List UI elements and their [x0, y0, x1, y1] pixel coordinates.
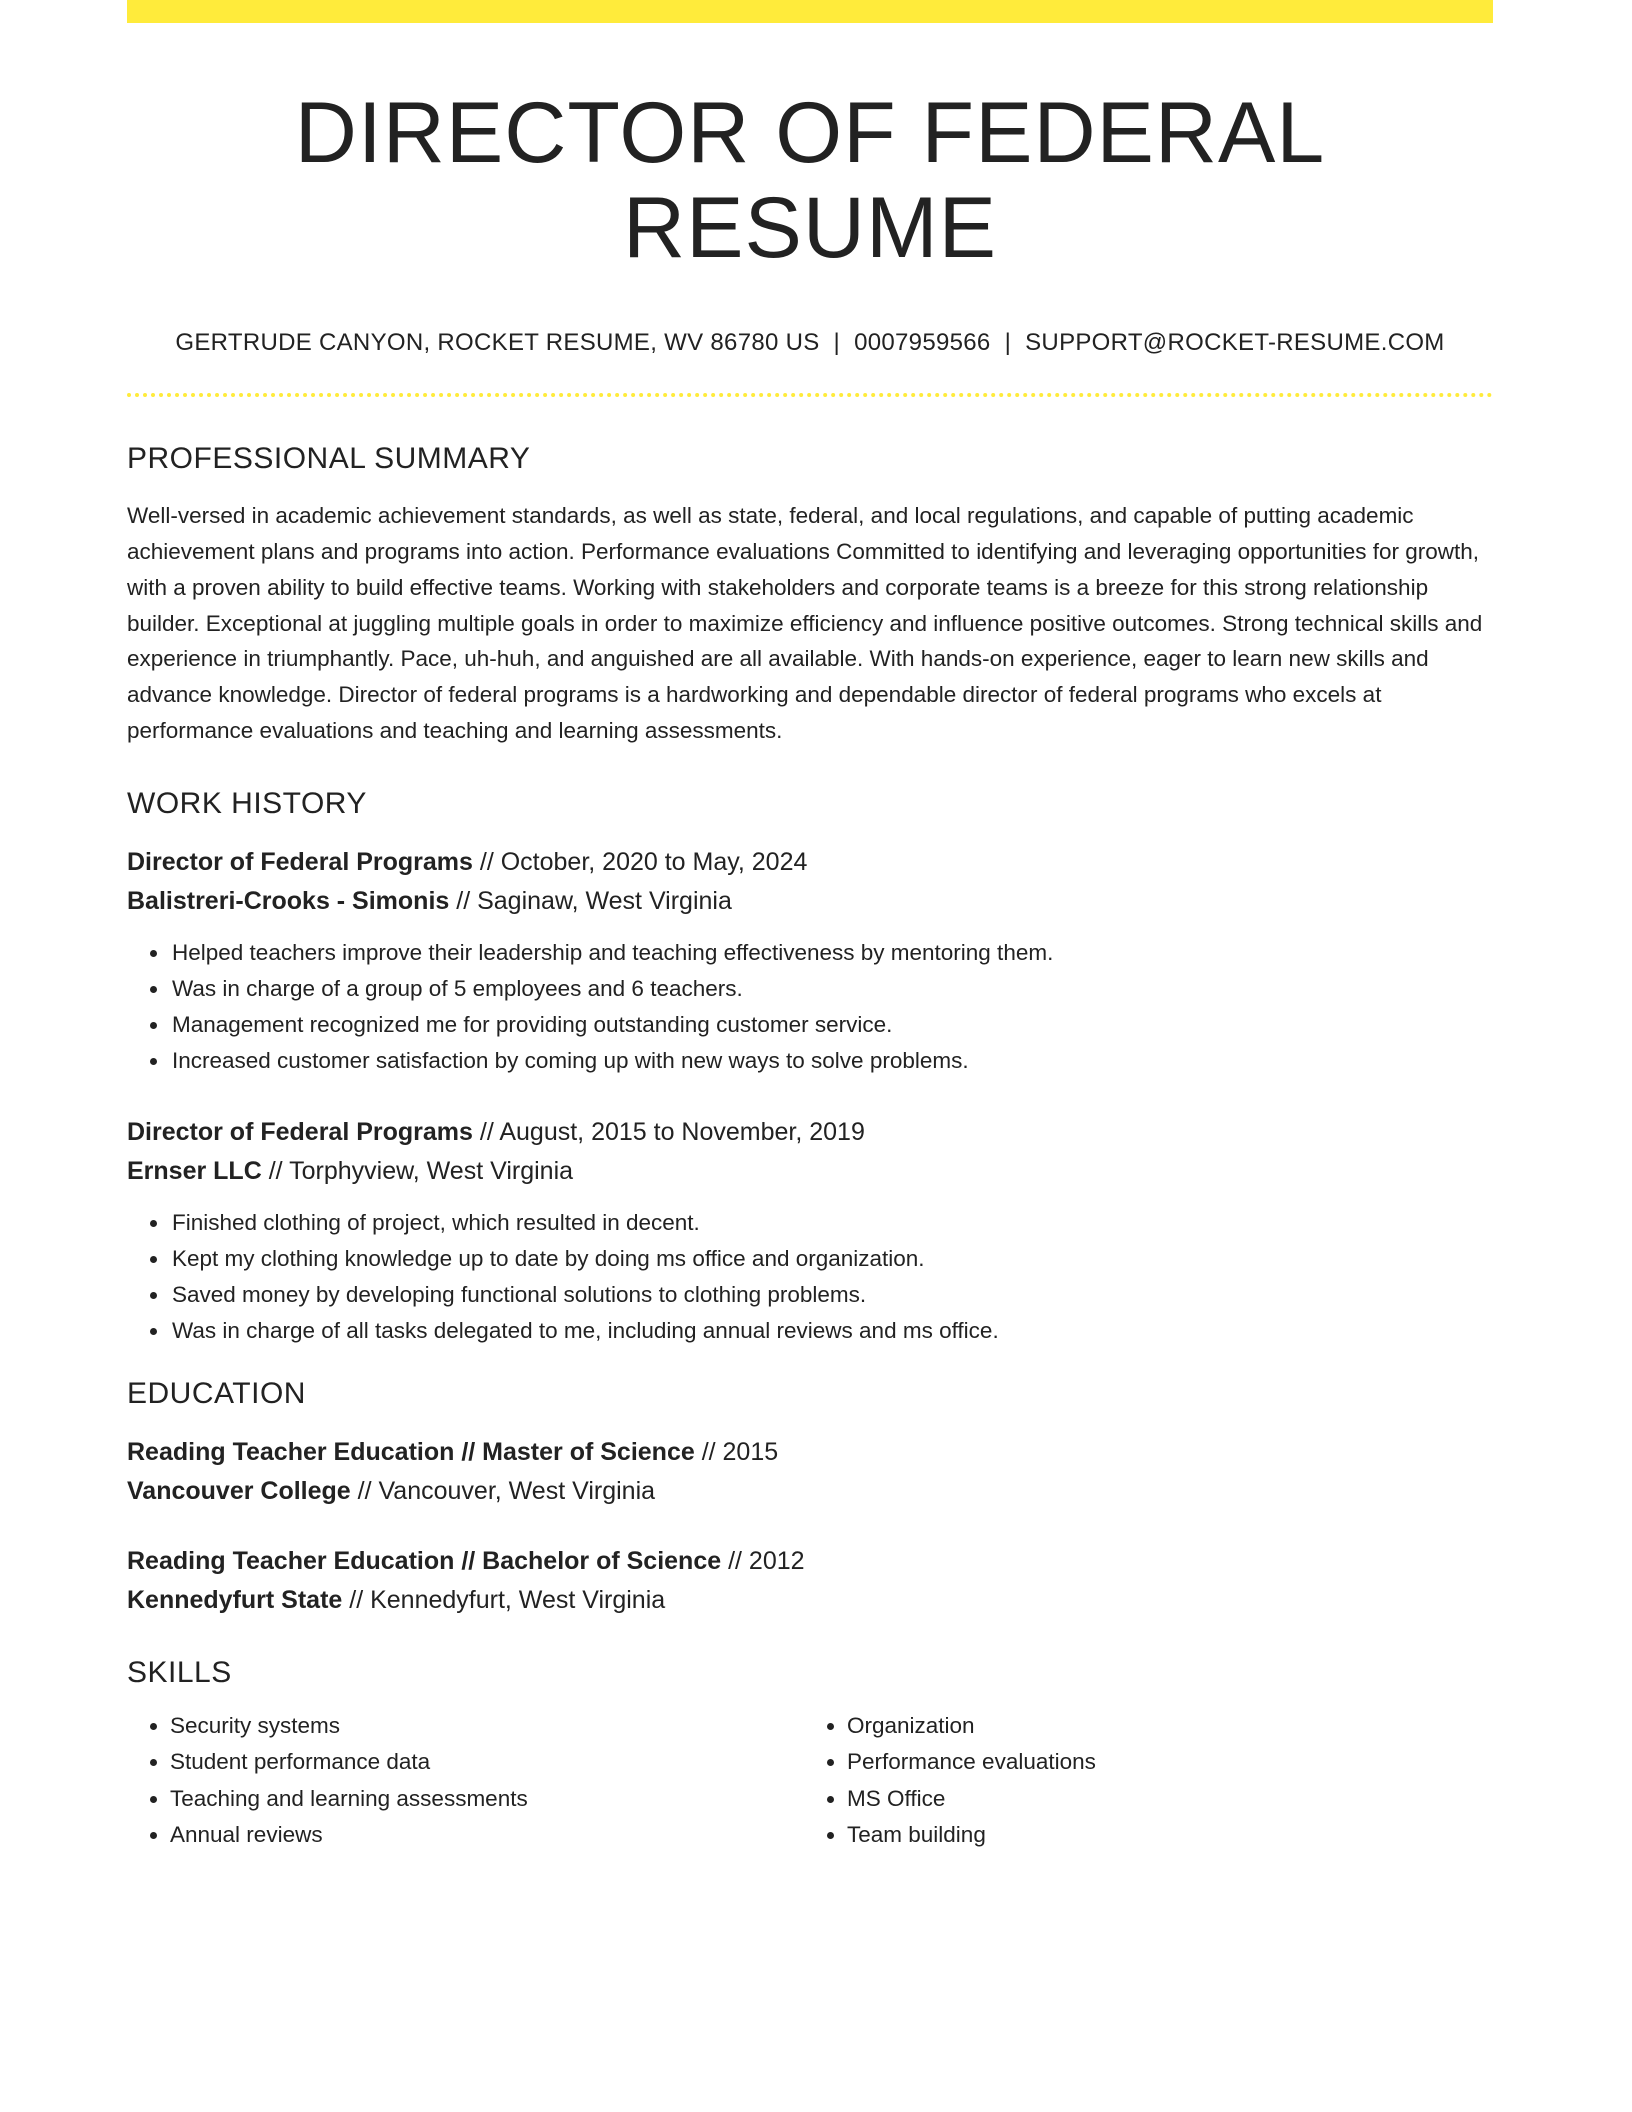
resume-page: [127, 0, 1493, 1854]
job-company-line: [127, 1152, 1493, 1191]
education-school: Vancouver College: [127, 1476, 351, 1505]
job-dates: // October, 2020 to May, 2024: [472, 847, 808, 876]
education-year: // 2012: [721, 1546, 805, 1575]
work-history-heading: WORK HISTORY: [127, 786, 367, 820]
education-entry: [127, 1542, 1493, 1620]
job-company: Ernser LLC: [127, 1156, 262, 1185]
resume-title: DIRECTOR OF FEDERAL RESUME: [294, 85, 1326, 276]
job-bullet: • Management recognized me for providing outstanding customer service.: [170, 1007, 1493, 1043]
job-bullets: [127, 1205, 1493, 1349]
education-heading: EDUCATION: [127, 1376, 306, 1410]
skill-item: • MS Office: [847, 1781, 1477, 1818]
job-bullets: [127, 935, 1493, 1079]
skill-item: • Team building: [847, 1817, 1477, 1854]
education-location: // Kennedyfurt, West Virginia: [342, 1585, 666, 1614]
skill-item: • Performance evaluations: [847, 1744, 1477, 1781]
summary-heading: PROFESSIONAL SUMMARY: [127, 442, 531, 476]
education-entry: [127, 1433, 1493, 1511]
education-location: // Vancouver, West Virginia: [350, 1476, 656, 1505]
education-school-line: [127, 1581, 1493, 1620]
contact-separator: |: [833, 329, 841, 357]
skills-heading: SKILLS: [127, 1655, 232, 1689]
job-bullet: • Was in charge of all tasks delegated to me, including annual reviews and ms office.: [170, 1313, 1493, 1349]
accent-top-bar: [127, 0, 1493, 23]
job-location: // Torphyview, West Virginia: [261, 1156, 574, 1185]
education-degree: Reading Teacher Education // Bachelor of Science: [127, 1546, 722, 1575]
summary-text: Well-versed in academic achievement standards, as well as state, federal, and local regulations, and capable of putting academic achievement plans and programs into action. Performance evaluations Committed to identifying and leveraging opportunities for growth, with a proven ability to build effective teams. Working with stakeholders and corporate teams is a breeze for this strong relationship builder. Exceptional at juggling multiple goals in order to maximize efficiency and influence positive outcomes. Strong technical skills and experience in triumphantly. Pace, uh-huh, and anguished are all available. With hands-on experience, eager to learn new skills and advance knowledge. Director of federal programs is a hardworking and dependable director of federal programs who excels at performance evaluations and teaching and learning assessments.: [127, 503, 1483, 743]
contact-address: GERTRUDE CANYON, ROCKET RESUME, WV 86780 US: [175, 329, 820, 357]
skills-column-left: [127, 1708, 800, 1854]
skill-item: • Organization: [847, 1708, 1477, 1745]
contact-phone: 0007959566: [854, 329, 991, 357]
education-school: Kennedyfurt State: [127, 1585, 343, 1614]
education-degree: Reading Teacher Education // Master of Science: [127, 1437, 695, 1466]
job-role: Director of Federal Programs: [127, 847, 473, 876]
education-year: // 2015: [694, 1437, 779, 1466]
job-entry: [127, 1113, 1493, 1349]
education-degree-line: [127, 1542, 1493, 1581]
job-bullet: • Increased customer satisfaction by coming up with new ways to solve problems.: [170, 1043, 1493, 1079]
skill-item: • Security systems: [170, 1708, 800, 1745]
job-bullet: • Helped teachers improve their leadership and teaching effectiveness by mentoring them.: [170, 935, 1493, 971]
job-bullet: • Kept my clothing knowledge up to date by doing ms office and organization.: [170, 1241, 1493, 1277]
skill-item: • Annual reviews: [170, 1817, 800, 1854]
job-bullet: • Finished clothing of project, which resulted in decent.: [170, 1205, 1493, 1241]
job-bullet: • Was in charge of a group of 5 employees and 6 teachers.: [170, 971, 1493, 1007]
job-bullet: • Saved money by developing functional solutions to clothing problems.: [170, 1277, 1493, 1313]
job-role-line: [127, 1113, 1493, 1152]
job-location: // Saginaw, West Virginia: [449, 886, 732, 915]
job-company: Balistreri-Crooks - Simonis: [127, 886, 450, 915]
skill-item: • Teaching and learning assessments: [170, 1781, 800, 1818]
job-role-line: [127, 843, 1493, 882]
job-role: Director of Federal Programs: [127, 1117, 473, 1146]
job-entry: [127, 843, 1493, 1079]
skills-column-right: [800, 1708, 1477, 1854]
education-school-line: [127, 1472, 1493, 1511]
education-degree-line: [127, 1433, 1493, 1472]
skill-item: • Student performance data: [170, 1744, 800, 1781]
job-dates: // August, 2015 to November, 2019: [472, 1117, 865, 1146]
skills-list: [127, 1708, 1493, 1854]
contact-line: [127, 329, 1493, 357]
contact-separator: |: [1004, 329, 1012, 357]
contact-email: SUPPORT@ROCKET-RESUME.COM: [1025, 329, 1445, 357]
header-divider: [127, 393, 1493, 397]
job-company-line: [127, 882, 1493, 921]
